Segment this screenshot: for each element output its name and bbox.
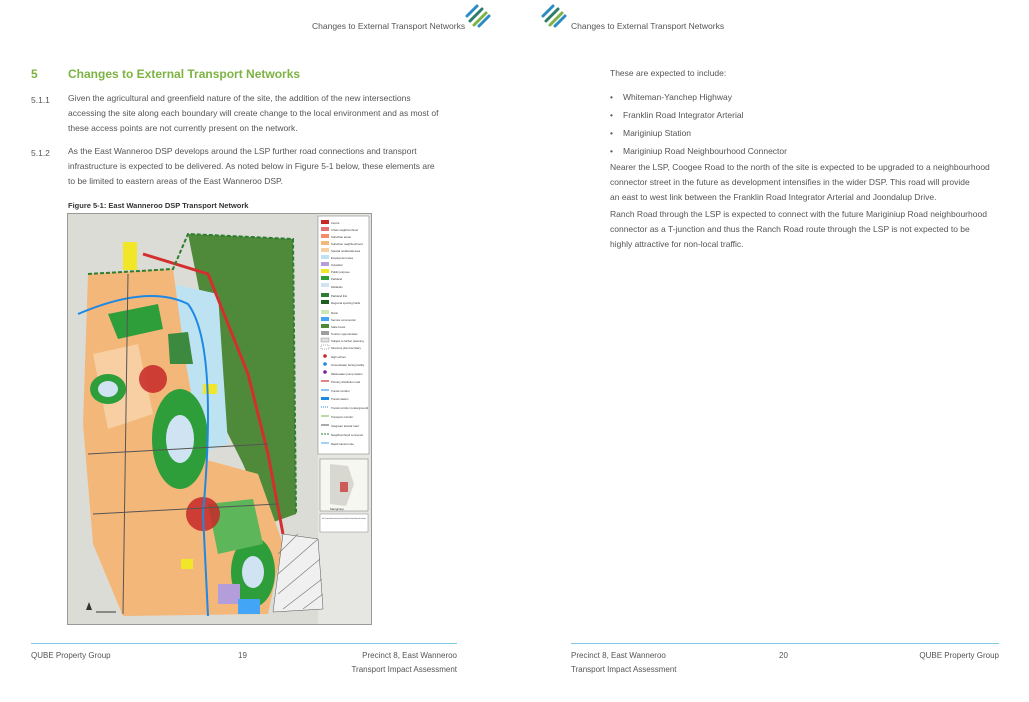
paragraph-line: these access points are not currently present on the network. xyxy=(68,123,298,133)
legend-entry: High school xyxy=(331,354,346,359)
paragraph-line: Nearer the LSP, Coogee Road to the north of the site is expected to be upgraded to a neighbourhood xyxy=(610,162,990,172)
running-header: Changes to External Transport Networks xyxy=(571,21,725,31)
legend-entry: Primary distributor road xyxy=(331,379,361,384)
figure-caption: Figure 5-1: East Wanneroo DSP Transport Network xyxy=(68,201,249,210)
paragraph-line: connector street in the future as development intensifies in the wider DSP. This road will provide xyxy=(610,177,970,187)
list-item: • Franklin Road Integrator Arterial xyxy=(610,106,787,124)
legend-entry: Suburban areas xyxy=(331,234,351,239)
footer-project: Precinct 8, East Wanneroo xyxy=(362,651,457,660)
paragraph-ranch-road xyxy=(610,207,1000,252)
paragraph-line: connector as a T-junction and thus the Ranch Road route through the LSP is not expected to be xyxy=(610,224,970,234)
paragraph-line: to be limited to eastern areas of the East Wanneroo DSP. xyxy=(68,176,283,186)
footer-page-number: 20 xyxy=(779,651,788,660)
legend-entry: Rapid transit route xyxy=(331,441,354,446)
paragraph-line: As the East Wanneroo DSP develops around the LSP further road connections and transport xyxy=(68,146,417,156)
legend-entry: State forest xyxy=(331,324,346,329)
stripes-logo-icon xyxy=(541,4,567,28)
stripes-logo-icon xyxy=(465,4,491,28)
footer-report: Transport Impact Assessment xyxy=(351,665,457,674)
legend-entry: Urban neighbourhood xyxy=(331,227,359,232)
inset-map-label: Mariginiup xyxy=(330,507,344,511)
legend-entry: Parkland link xyxy=(331,293,348,298)
section-title: Changes to External Transport Networks xyxy=(68,67,301,81)
footer-company: QUBE Property Group xyxy=(919,651,999,660)
paragraph-5-1-2 xyxy=(68,144,458,189)
list-item: • Mariginiup Road Neighbourhood Connector xyxy=(610,142,787,160)
paragraph-line: an east to west link between the Franklin Road Integrator Arterial and Joondalup Drive. xyxy=(610,192,937,202)
legend-entry: Transit corridor (underground) xyxy=(331,405,369,410)
legend-entry: Subject to further planning xyxy=(331,338,364,343)
legend-entry: Wetlands xyxy=(331,284,343,289)
legend-entry: Suburban neighbourhood xyxy=(331,241,363,246)
map-note-text: Note: This map should be understood as indicative only with details to be finalised following further investigation. xyxy=(322,518,431,520)
expected-elements-list xyxy=(610,88,787,160)
paragraph-line: Ranch Road through the LSP is expected to connect with the future Mariginiup Road neighbourhood xyxy=(610,209,987,219)
legend-entry: Special residential area xyxy=(331,248,361,253)
legend-entry: Integrator arterial road xyxy=(331,423,359,428)
list-intro: These are expected to include: xyxy=(610,68,727,78)
legend-entry: Groundwater boring facility xyxy=(331,362,365,367)
legend-entry: Public purpose xyxy=(331,269,350,274)
list-item: • Mariginiup Station xyxy=(610,124,787,142)
legend-entry: Industrial xyxy=(331,262,343,267)
page-19 xyxy=(0,0,514,702)
legend-entry: Parkland xyxy=(331,276,343,281)
legend-entry: Structure plan boundary xyxy=(331,345,361,350)
paragraph-line: accessing the site along each boundary will create change to the local environment and as most of xyxy=(68,108,439,118)
list-item: • Whiteman-Yanchep Highway xyxy=(610,88,787,106)
running-header: Changes to External Transport Networks xyxy=(312,21,466,31)
legend-entry: Transport corridor xyxy=(331,414,354,419)
footer-report: Transport Impact Assessment xyxy=(571,665,677,674)
legend-entry: Rural xyxy=(331,310,338,315)
legend-entry: Centre xyxy=(331,220,340,225)
footer-rule xyxy=(571,643,999,644)
legend-entry: Transit station xyxy=(331,396,349,401)
paragraph-line: infrastructure is expected to be delivered. As noted below in Figure 5-1 below, these elements are xyxy=(68,161,435,171)
legend-entry: Wastewater pump station xyxy=(331,371,363,376)
legend-entry: Neighbourhood connector xyxy=(331,432,364,437)
footer-page-number: 19 xyxy=(238,651,247,660)
legend-entry: Transit corridor xyxy=(331,388,350,393)
legend-entry: Regional sporting fields xyxy=(331,300,361,305)
legend-entry: Employment area xyxy=(331,255,353,260)
centre-north xyxy=(139,365,167,393)
paragraph-number: 5.1.1 xyxy=(31,95,50,105)
footer-rule xyxy=(31,643,457,644)
legend-entry: Service commercial xyxy=(331,317,356,322)
section-number: 5 xyxy=(31,67,38,81)
paragraph-number: 5.1.2 xyxy=(31,148,50,158)
paragraph-coogee-road xyxy=(610,160,1000,205)
legend-entry: Tourism opportunities xyxy=(331,331,358,336)
paragraph-line: Given the agricultural and greenfield nature of the site, the addition of the new intersections xyxy=(68,93,411,103)
transport-network-map xyxy=(67,213,431,625)
map-drawing xyxy=(68,214,431,624)
paragraph-5-1-1 xyxy=(68,91,458,136)
footer-company: QUBE Property Group xyxy=(31,651,111,660)
paragraph-line: highly attractive for non-local traffic. xyxy=(610,239,744,249)
footer-project: Precinct 8, East Wanneroo xyxy=(571,651,666,660)
